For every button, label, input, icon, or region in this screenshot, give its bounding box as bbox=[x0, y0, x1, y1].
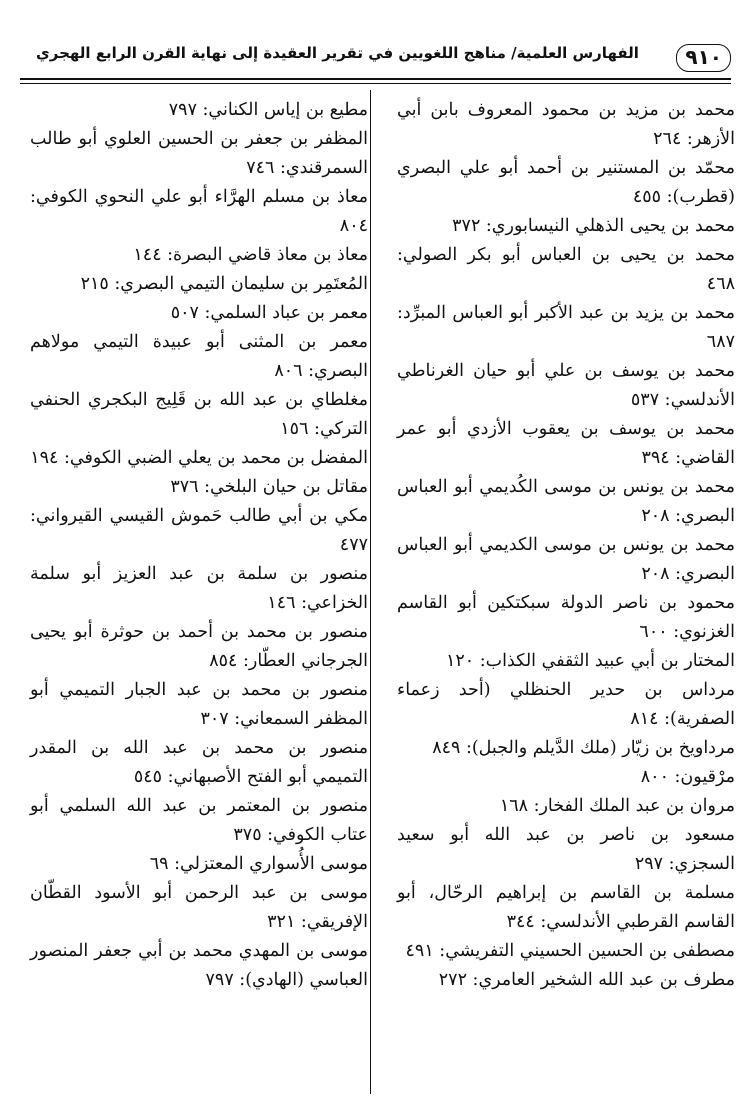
index-entry: محمود بن ناصر الدولة سبكتكين أبو القاسم الغزنوي: ٦٠٠ bbox=[397, 593, 735, 642]
index-entry: مرْقيون: ٨٠٠ bbox=[640, 767, 735, 787]
index-entry: محمد بن يحيى الذهلي النيسابوري: ٣٧٢ bbox=[452, 216, 735, 236]
index-entry: محمد بن مزيد بن محمود المعروف بابن أبي الأزهر: ٢٦٤ bbox=[397, 100, 735, 149]
index-entry: محمّد بن المستنير بن أحمد أبو علي البصري (قطرب): ٤٥٥ bbox=[397, 158, 735, 207]
index-entry: معاذ بن معاذ قاضي البصرة: ١٤٤ bbox=[133, 245, 368, 265]
index-entry: محمد بن يزيد بن عبد الأكبر أبو العباس المبرِّد: ٦٨٧ bbox=[397, 303, 735, 352]
index-entry: معاذ بن مسلم الهرَّاء أبو علي النحوي الكوفي: ٨٠٤ bbox=[30, 187, 368, 236]
index-entry: مكي بن أبي طالب حَموش القيسي القيرواني: ٤٧٧ bbox=[30, 506, 368, 555]
right-column bbox=[397, 96, 735, 995]
index-entry: معمر بن المثنى أبو عبيدة التيمي مولاهم البصري: ٨٠٦ bbox=[30, 332, 368, 381]
header-rule-thin bbox=[20, 83, 731, 84]
index-entry: موسى بن عبد الرحمن أبو الأسود القطّان الإفريقي: ٣٢١ bbox=[30, 883, 368, 932]
index-entry: مطرف بن عبد الله الشخير العامري: ٢٧٢ bbox=[438, 970, 735, 990]
index-entry: منصور بن محمد بن أحمد بن حوثرة أبو يحيى الجرجاني العطّار: ٨٥٤ bbox=[30, 622, 368, 671]
index-entry: معمر بن عباد السلمي: ٥٠٧ bbox=[170, 303, 368, 323]
index-entry: موسى الأُسواري المعتزلي: ٦٩ bbox=[149, 854, 368, 874]
index-entry: المختار بن أبي عبيد الثقفي الكذاب: ١٢٠ bbox=[446, 651, 735, 671]
index-entry: المفضل بن محمد بن يعلي الضبي الكوفي: ١٩٤ bbox=[30, 448, 368, 468]
left-column bbox=[30, 96, 368, 995]
running-title: الفهارس العلمية/ مناهج اللغويين في تقرير العقيدة إلى نهاية القرن الرابع الهجري bbox=[36, 44, 639, 62]
index-entry: منصور بن المعتمر بن عبد الله السلمي أبو عتاب الكوفي: ٣٧٥ bbox=[30, 796, 368, 845]
index-entry: منصور بن محمد بن عبد الجبار التميمي أبو المظفر السمعاني: ٣٠٧ bbox=[30, 680, 368, 729]
index-entry: محمد بن يونس بن موسى الكُديمي أبو العباس البصري: ٢٠٨ bbox=[397, 477, 735, 526]
page-header bbox=[36, 40, 731, 70]
index-entry: مقاتل بن حيان البلخي: ٣٧٦ bbox=[170, 477, 368, 497]
index-entry: مرداس بن حدير الحنظلي (أحد زعماء الصفرية): ٨١٤ bbox=[397, 680, 735, 729]
page-number: ٩١٠ bbox=[676, 44, 731, 72]
index-entry: مروان بن عبد الملك الفخار: ١٦٨ bbox=[499, 796, 735, 816]
index-entry: المُعتَمِر بن سليمان التيمي البصري: ٢١٥ bbox=[80, 274, 368, 294]
index-entry: منصور بن محمد بن عبد الله بن المقدر التميمي أبو الفتح الأصبهاني: ٥٤٥ bbox=[30, 738, 368, 787]
index-entry: مسلمة بن القاسم بن إبراهيم الرحّال، أبو القاسم القرطبي الأندلسي: ٣٤٤ bbox=[397, 883, 735, 932]
index-entry: مغلطاي بن عبد الله بن قَلِيج البكجري الحنفي التركي: ١٥٦ bbox=[30, 390, 368, 439]
index-entry: مسعود بن ناصر بن عبد الله أبو سعيد السجزي: ٢٩٧ bbox=[397, 825, 735, 874]
index-entry: مرداويخ بن زيّار (ملك الدَّيلم والجبل): ٨٤٩ bbox=[432, 738, 735, 758]
index-entry: محمد بن يوسف بن علي أبو حيان الغرناطي الأندلسي: ٥٣٧ bbox=[397, 361, 735, 410]
index-entry: موسى بن المهدي محمد بن أبي جعفر المنصور العباسي (الهادي): ٧٩٧ bbox=[30, 941, 368, 990]
index-entry: منصور بن سلمة بن عبد العزيز أبو سلمة الخزاعي: ١٤٦ bbox=[30, 564, 368, 613]
index-entry: محمد بن يوسف بن يعقوب الأزدي أبو عمر القاضي: ٣٩٤ bbox=[397, 419, 735, 468]
index-entry: المظفر بن جعفر بن الحسين العلوي أبو طالب السمرقندي: ٧٤٦ bbox=[30, 129, 368, 178]
index-entry: محمد بن يونس بن موسى الكديمي أبو العباس البصري: ٢٠٨ bbox=[397, 535, 735, 584]
index-entry: مطيع بن إياس الكناني: ٧٩٧ bbox=[168, 100, 368, 120]
header-rule bbox=[20, 78, 731, 80]
index-entry: محمد بن يحيى بن العباس أبو بكر الصولي: ٤٦٨ bbox=[397, 245, 735, 294]
column-separator bbox=[370, 90, 371, 1094]
index-entry: مصطفى بن الحسين الحسيني التفريشي: ٤٩١ bbox=[405, 941, 735, 961]
